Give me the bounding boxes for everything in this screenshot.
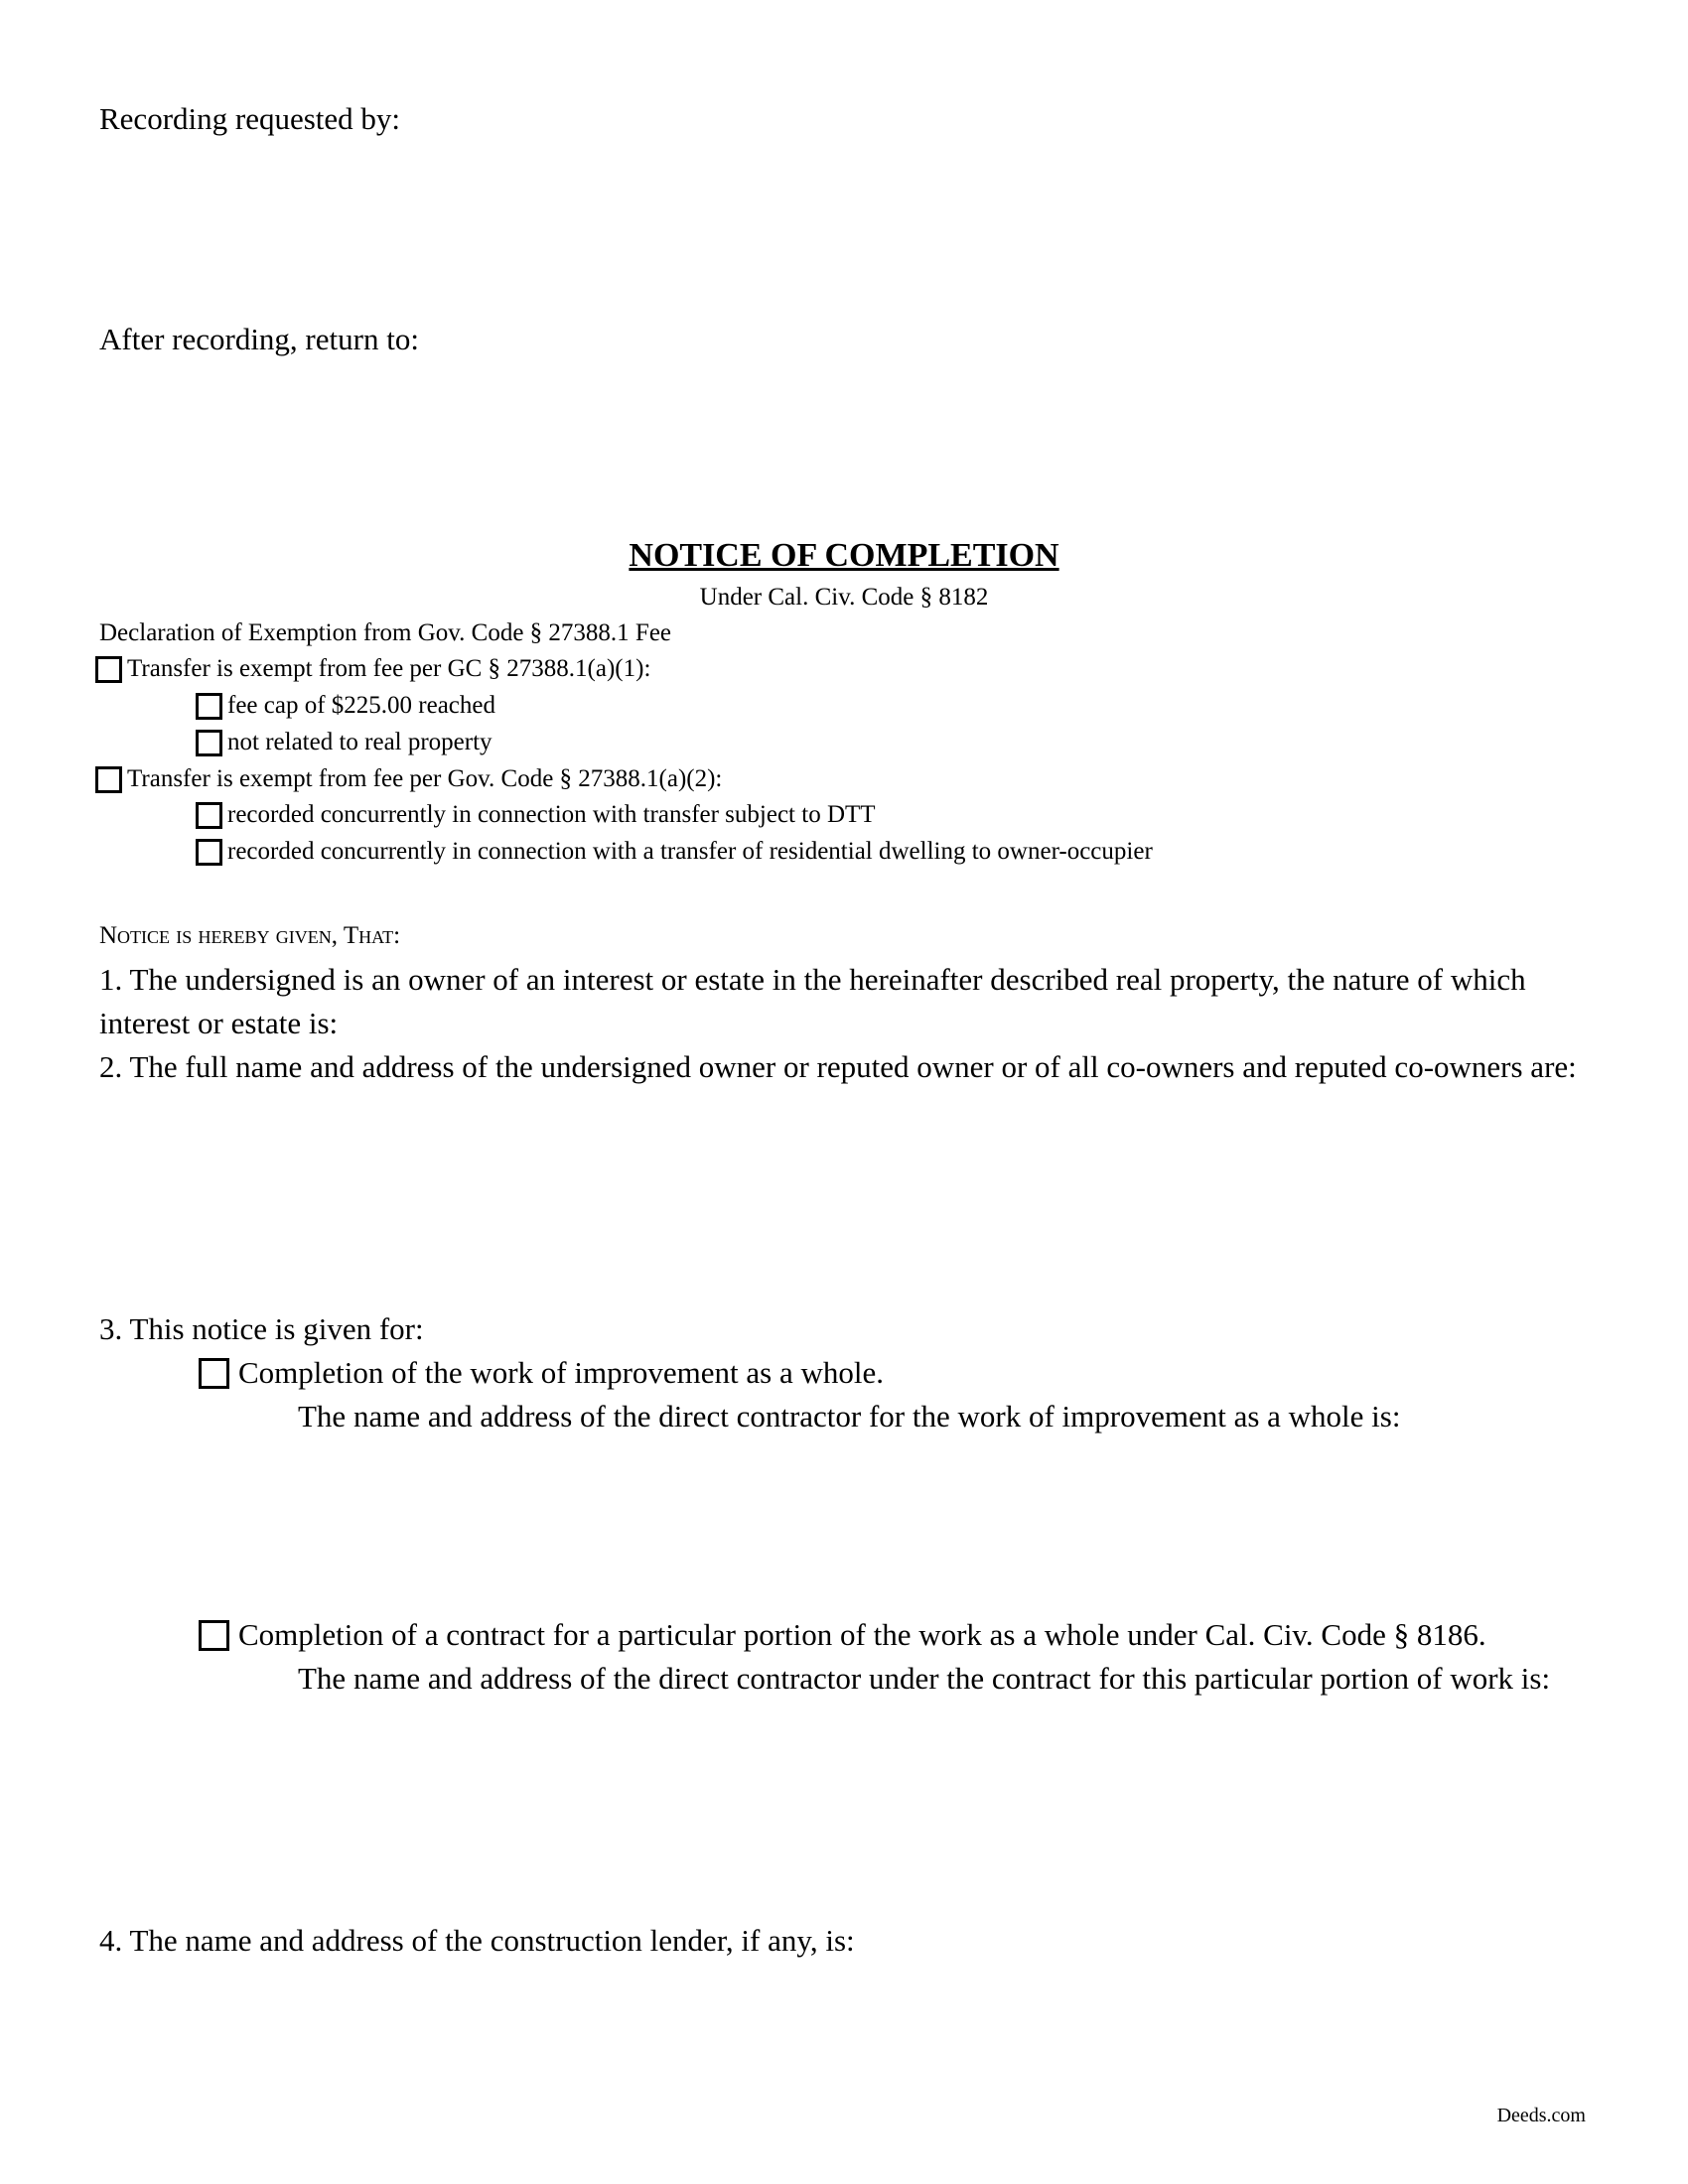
exemption-option-a1 [95,651,650,687]
notice-item-3-heading: 3. This notice is given for: [99,1311,424,1346]
exemption-a1-sub-option [196,688,495,724]
exemption-heading: Declaration of Exemption from Gov. Code § 27388.1 Fee [99,619,672,646]
exemption-a2-sub-option [196,834,1153,870]
completion-whole-checkbox[interactable] [199,1358,229,1389]
notice-intro: Notice is hereby given, That: [99,922,401,949]
owner-occupier-label: recorded concurrently in connection with a transfer of residential dwelling to owner-occupier [227,838,1153,865]
notice-item-2: 2. The full name and address of the undersigned owner or reputed owner or of all co-owners and reputed co-owners are: [99,1049,1577,1084]
fee-cap-reached-checkbox[interactable] [196,693,222,720]
exemption-a2-label: Transfer is exempt from fee per Gov. Code § 27388.1(a)(2): [127,765,723,792]
exemption-a2-sub-option [196,797,876,833]
completion-whole-detail: The name and address of the direct contractor for the work of improvement as a whole is: [298,1399,1401,1433]
exemption-a1-sub-option [196,725,492,760]
deeds-com-brand: Deeds.com [1496,2105,1586,2126]
not-real-property-checkbox[interactable] [196,730,222,756]
completion-portion-checkbox[interactable] [199,1620,229,1651]
notice-item-4: 4. The name and address of the construction lender, if any, is: [99,1923,855,1958]
fee-cap-reached-label: fee cap of $225.00 reached [227,692,495,719]
not-real-property-label: not related to real property [227,729,492,755]
exemption-a1-label: Transfer is exempt from fee per GC § 27388.1(a)(1): [127,655,651,682]
dtt-transfer-label: recorded concurrently in connection with transfer subject to DTT [227,801,876,828]
completion-portion-label: Completion of a contract for a particular portion of the work as a whole under Cal. Civ. Code § 8186. [238,1617,1486,1652]
after-recording-return-to-label: After recording, return to: [99,322,419,356]
notice-item-1: 1. The undersigned is an owner of an interest or estate in the hereinafter described real property, the nature of which interest or estate is: [99,962,1526,1040]
dtt-transfer-checkbox[interactable] [196,802,222,829]
document-title: NOTICE OF COMPLETION [629,537,1059,574]
document-subtitle: Under Cal. Civ. Code § 8182 [699,584,989,611]
notice-option-portion [199,1613,1486,1657]
exemption-a2-checkbox[interactable] [95,766,122,793]
owner-occupier-checkbox[interactable] [196,839,222,866]
notice-option-whole [199,1351,884,1395]
completion-portion-detail: The name and address of the direct contractor under the contract for this particular portion of work is: [298,1661,1551,1696]
completion-whole-label: Completion of the work of improvement as a whole. [238,1355,885,1390]
exemption-option-a2 [95,761,722,797]
exemption-a1-checkbox[interactable] [95,656,122,683]
recording-requested-by-label: Recording requested by: [99,101,401,136]
